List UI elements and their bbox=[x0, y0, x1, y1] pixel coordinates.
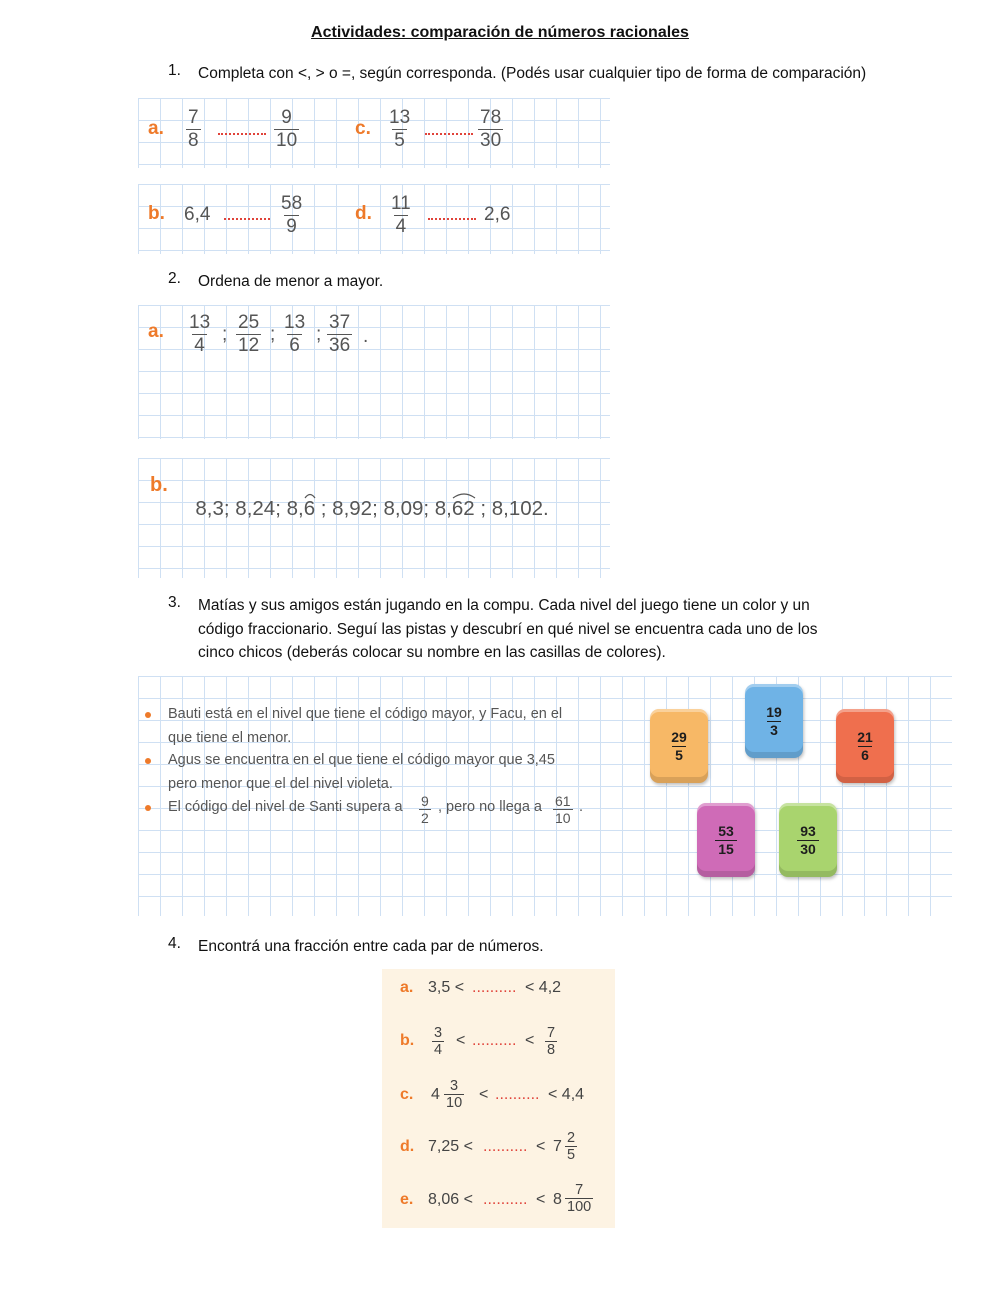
denominator: 9 bbox=[286, 216, 297, 237]
q4-e-whole: 8 bbox=[553, 1191, 562, 1208]
q1-b-label: b. bbox=[148, 203, 165, 224]
numerator: 9 bbox=[421, 793, 429, 809]
q2-a-separator: ; bbox=[270, 324, 276, 345]
numerator: 11 bbox=[391, 193, 411, 214]
q1-a-left-fraction bbox=[186, 107, 201, 152]
denominator: 8 bbox=[547, 1042, 556, 1058]
q1-a-label: a. bbox=[148, 118, 164, 139]
q4-c-whole: 4 bbox=[431, 1086, 440, 1103]
q4-b-right-fraction bbox=[545, 1025, 557, 1058]
q4-e-lt2: < bbox=[536, 1191, 546, 1208]
q4-row-a bbox=[382, 979, 615, 1009]
q1-grid-top bbox=[138, 98, 610, 168]
q1-b-blank[interactable] bbox=[224, 218, 270, 220]
page-title: Actividades: comparación de números racionales bbox=[311, 24, 689, 41]
tile-fraction bbox=[766, 704, 782, 739]
q1-a-blank[interactable] bbox=[218, 133, 266, 135]
denominator: 4 bbox=[194, 335, 205, 356]
numerator: 78 bbox=[480, 107, 502, 128]
q4-c-fraction bbox=[444, 1078, 464, 1111]
q1-d-label: d. bbox=[355, 203, 372, 224]
q4-d-label: d. bbox=[400, 1138, 415, 1155]
q4-a-blank[interactable]: .......... bbox=[472, 979, 517, 996]
q4-d-lt2: < bbox=[536, 1138, 546, 1155]
repeating-digit: 6 bbox=[304, 497, 315, 520]
q4-b-lt1: < bbox=[456, 1032, 466, 1049]
question-4 bbox=[0, 935, 1000, 957]
q2-a-separator: ; bbox=[222, 324, 228, 345]
q1-a-right-fraction bbox=[274, 107, 299, 152]
q4-e-label: e. bbox=[400, 1191, 414, 1208]
numerator: 13 bbox=[389, 107, 411, 128]
level-tile-blue[interactable] bbox=[745, 684, 803, 758]
q4-row-e bbox=[382, 1181, 615, 1225]
denominator: 8 bbox=[188, 130, 199, 151]
numerator: 13 bbox=[284, 312, 306, 333]
numerator: 21 bbox=[857, 728, 873, 745]
numerator: 7 bbox=[188, 107, 199, 128]
denominator: 30 bbox=[480, 130, 502, 151]
q4-a-left: 3,5 < bbox=[428, 979, 465, 996]
numerator: 58 bbox=[281, 193, 303, 214]
clue-3-fraction-2 bbox=[553, 793, 573, 826]
q1-c-label: c. bbox=[355, 118, 371, 139]
denominator: 30 bbox=[797, 840, 819, 858]
numerator: 2 bbox=[567, 1130, 576, 1146]
text-line: Matías y sus amigos están jugando en la compu. Cada nivel del juego tiene un color y un bbox=[198, 597, 810, 614]
repeating-arc bbox=[304, 491, 316, 499]
q1-c-blank[interactable] bbox=[425, 133, 473, 135]
question-2 bbox=[0, 270, 1000, 292]
denominator: 2 bbox=[421, 810, 429, 826]
question-4-text: Encontrá una fracción entre cada par de números. bbox=[198, 938, 544, 955]
denominator: 4 bbox=[434, 1042, 443, 1058]
q4-e-blank[interactable]: .......... bbox=[483, 1191, 528, 1208]
question-2-number: 2. bbox=[168, 270, 181, 287]
sequence-part: 8,3; 8,24; 8, bbox=[195, 497, 304, 520]
text-line: código fraccionario. Seguí las pistas y descubrí en qué nivel se encuentra cada uno de los bbox=[198, 620, 818, 638]
level-tile-green[interactable] bbox=[779, 803, 837, 877]
q1-c-left-fraction bbox=[387, 107, 412, 152]
clue-line: Agus se encuentra en el que tiene el código mayor que 3,45 bbox=[168, 752, 555, 768]
level-tile-red[interactable] bbox=[836, 709, 894, 783]
q2-a-fraction-1 bbox=[187, 312, 212, 357]
sequence-part: ; 8,92; 8,09; 8, bbox=[315, 497, 452, 520]
question-1 bbox=[0, 62, 1000, 84]
q4-a-label: a. bbox=[400, 979, 414, 996]
tile-fraction bbox=[857, 729, 873, 764]
numerator: 37 bbox=[329, 312, 351, 333]
question-3 bbox=[0, 594, 1000, 666]
tile-fraction bbox=[671, 729, 687, 764]
denominator: 4 bbox=[395, 216, 407, 237]
clue-3-fraction-1 bbox=[419, 793, 431, 826]
bullet-icon bbox=[145, 805, 151, 811]
denominator: 5 bbox=[394, 130, 405, 151]
q2-a-end: . bbox=[363, 326, 369, 347]
q2-a-fraction-4 bbox=[327, 312, 352, 357]
denominator: 36 bbox=[329, 335, 351, 356]
numerator: 61 bbox=[555, 793, 571, 809]
q4-b-lt2: < bbox=[525, 1032, 535, 1049]
numerator: 9 bbox=[281, 107, 292, 128]
numerator: 13 bbox=[189, 312, 211, 333]
denominator: 100 bbox=[567, 1199, 592, 1215]
q2-b-label: b. bbox=[150, 474, 168, 496]
denominator: 15 bbox=[715, 840, 737, 858]
q2-a-fraction-2 bbox=[236, 312, 261, 357]
level-tile-orange[interactable] bbox=[650, 709, 708, 783]
q1-d-blank[interactable] bbox=[428, 218, 476, 220]
clue-3-end: . bbox=[579, 799, 584, 815]
question-1-number: 1. bbox=[168, 62, 181, 79]
denominator: 10 bbox=[555, 810, 571, 826]
q1-c-right-fraction bbox=[478, 107, 503, 152]
clue-3-middle: , pero no llega a bbox=[438, 799, 542, 815]
question-4-number: 4. bbox=[168, 935, 181, 952]
clue-line: pero menor que el del nivel violeta. bbox=[168, 775, 393, 792]
denominator: 12 bbox=[238, 335, 260, 356]
numerator: 19 bbox=[766, 703, 782, 720]
q4-c-blank[interactable]: .......... bbox=[495, 1086, 540, 1103]
q4-c-lt1: < bbox=[479, 1086, 489, 1103]
q2-a-fraction-3 bbox=[282, 312, 307, 357]
denominator: 6 bbox=[289, 335, 300, 356]
level-tile-violet[interactable] bbox=[697, 803, 755, 877]
q4-b-blank[interactable]: .......... bbox=[472, 1032, 517, 1049]
clue-line: que tiene el menor. bbox=[168, 729, 292, 746]
numerator: 29 bbox=[671, 728, 687, 745]
repeating-arc bbox=[452, 491, 476, 499]
q4-row-b bbox=[382, 1025, 615, 1069]
numerator: 3 bbox=[450, 1078, 459, 1094]
numerator: 93 bbox=[800, 822, 816, 839]
question-3-number: 3. bbox=[168, 594, 181, 611]
tile-fraction bbox=[797, 823, 819, 858]
numerator: 3 bbox=[434, 1025, 443, 1041]
tile-fraction bbox=[715, 823, 737, 858]
q4-a-right: < 4,2 bbox=[525, 979, 562, 996]
numerator: 7 bbox=[547, 1025, 556, 1041]
q2-a-label: a. bbox=[148, 321, 164, 342]
q1-d-right-value: 2,6 bbox=[484, 204, 511, 225]
sequence-part: ; 8,102. bbox=[474, 497, 549, 520]
clue-2 bbox=[168, 749, 555, 796]
repeating-digits: 62 bbox=[452, 497, 475, 520]
q2-b-sequence bbox=[184, 473, 549, 521]
q4-e-fraction bbox=[565, 1182, 593, 1215]
q4-b-left-fraction bbox=[432, 1025, 444, 1058]
question-3-text bbox=[198, 594, 818, 665]
clue-3 bbox=[168, 796, 403, 820]
q4-row-c bbox=[382, 1077, 615, 1121]
q1-b-left-value: 6,4 bbox=[184, 204, 211, 225]
q4-d-whole: 7 bbox=[553, 1138, 562, 1155]
q4-d-fraction bbox=[565, 1130, 577, 1163]
numerator: 53 bbox=[718, 822, 734, 839]
q4-b-label: b. bbox=[400, 1032, 415, 1049]
q4-panel bbox=[382, 969, 615, 1228]
numerator: 25 bbox=[238, 312, 260, 333]
q4-d-blank[interactable]: .......... bbox=[483, 1138, 528, 1155]
denominator: 10 bbox=[276, 130, 298, 151]
clue-1 bbox=[168, 703, 562, 750]
denominator: 10 bbox=[446, 1095, 463, 1111]
question-2-text: Ordena de menor a mayor. bbox=[198, 273, 384, 290]
clue-line: Bauti está en el nivel que tiene el código mayor, y Facu, en el bbox=[168, 706, 563, 722]
question-1-text: Completa con <, > o =, según corresponda. (Podés usar cualquier tipo de forma de comparación) bbox=[198, 65, 867, 82]
q1-d-left-fraction bbox=[389, 193, 413, 238]
text-line: cinco chicos (deberás colocar su nombre en las casillas de colores). bbox=[198, 644, 666, 661]
denominator: 6 bbox=[858, 746, 872, 764]
denominator: 5 bbox=[672, 746, 686, 764]
q4-c-right: < 4,4 bbox=[548, 1086, 585, 1103]
q1-b-right-fraction bbox=[279, 193, 304, 238]
numerator: 7 bbox=[575, 1182, 584, 1198]
q4-e-left: 8,06 < bbox=[428, 1191, 473, 1208]
q4-d-left: 7,25 < bbox=[428, 1138, 473, 1155]
q4-row-d bbox=[382, 1129, 615, 1173]
q2-a-separator: ; bbox=[316, 324, 322, 345]
bullet-icon bbox=[145, 758, 151, 764]
bullet-icon bbox=[145, 712, 151, 718]
clue-text: El código del nivel de Santi supera a bbox=[168, 799, 403, 815]
q4-c-label: c. bbox=[400, 1086, 414, 1103]
denominator: 3 bbox=[767, 721, 781, 739]
denominator: 5 bbox=[567, 1147, 576, 1163]
